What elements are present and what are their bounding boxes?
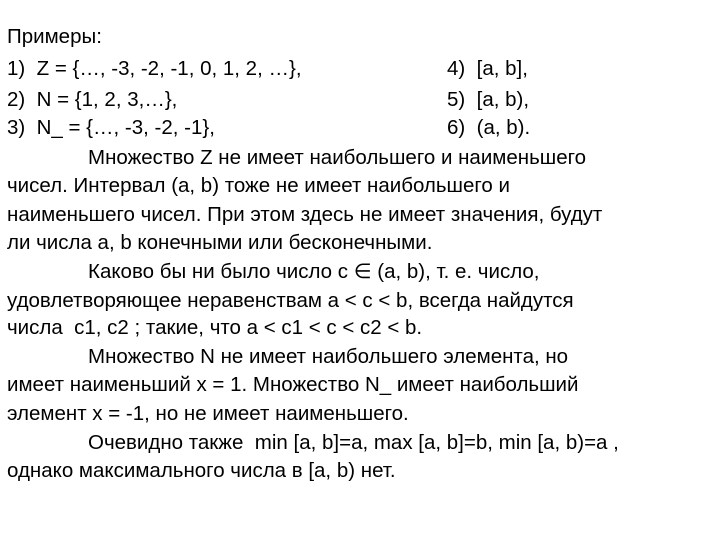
example-5: 5) [a, b), [447, 88, 530, 111]
paragraph-3-line: Множество N не имеет наибольшего элемента, но [88, 345, 569, 368]
paragraph-4-line: однако максимального числа в [a, b) нет. [7, 459, 396, 482]
paragraph-4-line: Очевидно также min [a, b]=a, max [a, b]=b, min [a, b)=a , [88, 431, 619, 454]
paragraph-2-line: числа c1, c2 ; такие, что a < c1 < c < c2 < b. [7, 316, 423, 339]
paragraph-3-line: имеет наименьший x = 1. Множество N_ имеет наибольший [7, 373, 579, 396]
paragraph-2-line: удовлетворяющее неравенствам a < c < b, всегда найдутся [7, 289, 574, 312]
example-1: 1) Z = {…, -3, -2, -1, 0, 1, 2, …}, [7, 57, 302, 80]
paragraph-1-line: Множество Z не имеет наибольшего и наименьшего [88, 146, 587, 169]
example-3: 3) N_ = {…, -3, -2, -1}, [7, 116, 215, 139]
example-4: 4) [a, b], [447, 57, 528, 80]
paragraph-2-line: Каково бы ни было число c ∈ (a, b), т. е. число, [88, 260, 540, 283]
paragraph-1-line: ли числа a, b конечными или бесконечными. [7, 231, 433, 254]
example-2: 2) N = {1, 2, 3,…}, [7, 88, 178, 111]
example-6: 6) (a, b). [447, 116, 531, 139]
paragraph-1-line: чисел. Интервал (a, b) тоже не имеет наибольшего и [7, 174, 510, 197]
examples-heading: Примеры: [7, 25, 102, 48]
paragraph-1-line: наименьшего чисел. При этом здесь не имеет значения, будут [7, 203, 603, 226]
paragraph-3-line: элемент x = -1, но не имеет наименьшего. [7, 402, 409, 425]
